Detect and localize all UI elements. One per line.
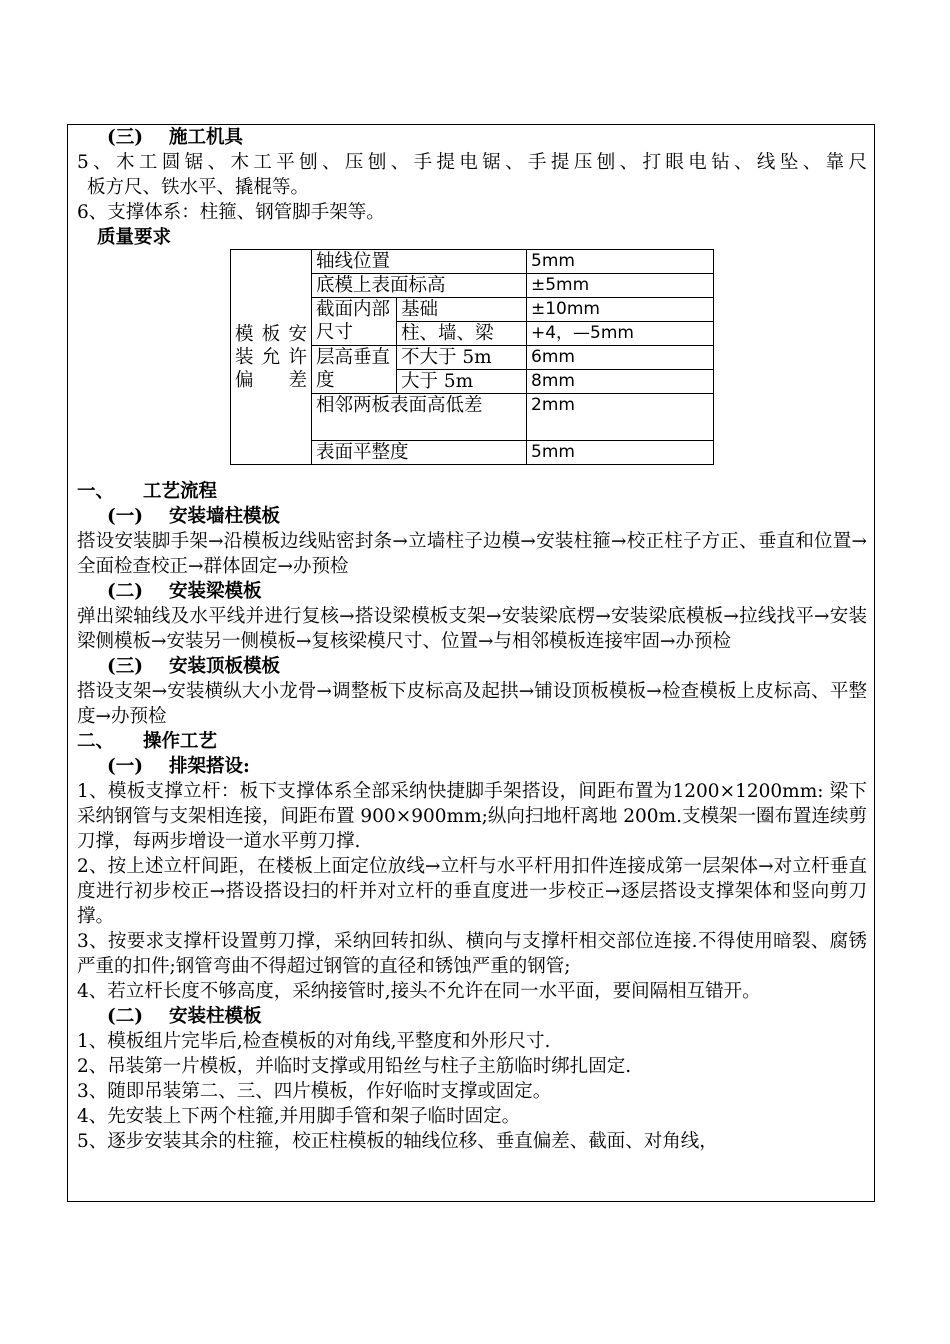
quality-value: 5mm <box>527 441 714 465</box>
process-slab-text: 搭设支架→安装横纵大小龙骨→调整板下皮标高及起拱→铺设顶板模板→检查模板上皮标高、平整度→办预检 <box>77 681 867 727</box>
operation-column-item-5: 5、逐步安装其余的柱箍，校正柱模板的轴线位移、垂直偏差、截面、对角线， <box>77 1131 718 1152</box>
quality-item: 表面平整度 <box>312 441 527 465</box>
process-beam-text: 弹出梁轴线及水平线并进行复核→搭设梁模板支架→安装梁底楞→安装梁底模板→拉线找平→安装梁侧模板→安装另一侧模板→复核梁模尺寸、位置→与相邻模板连接牢固→办预检 <box>77 606 867 652</box>
quality-value: ±10mm <box>527 298 714 322</box>
operation-column-heading: (二) 安装柱模板 <box>107 1006 262 1027</box>
quality-item: 轴线位置 <box>312 250 527 274</box>
quality-value: 8mm <box>527 370 714 394</box>
operation-scaffold-item-2: 2、按上述立杆间距，在楼板上面定位放线→立杆与水平杆用扣件连接成第一层架体→对立杆垂直度进行初步校正→搭设搭设扫的杆并对立杆的垂直度进一步校正→逐层搭设支撑架体和竖向剪刀撑。 <box>77 856 867 927</box>
quality-group: 层高垂直度 <box>312 346 397 394</box>
process-beam-heading: (二) 安装梁模板 <box>107 581 262 602</box>
quality-item: 相邻两板表面高低差 <box>312 394 527 441</box>
quality-item: 底模上表面标高 <box>312 274 527 298</box>
quality-value: 6mm <box>527 346 714 370</box>
quality-value: ±5mm <box>527 274 714 298</box>
operation-scaffold-item-4: 4、若立杆长度不够高度，采纳接管时,接头不允许在同一水平面，要间隔相互错开。 <box>77 981 761 1002</box>
operation-scaffold-item-3: 3、按要求支撑杆设置剪刀撑，采纳回转扣纵、横向与支撑杆相交部位连接.不得使用暗裂、腐锈严重的扣件;钢管弯曲不得超过钢管的直径和锈蚀严重的钢管; <box>77 931 867 977</box>
process-wall-text: 搭设安装脚手架→沿模板边线贴密封条→立墙柱子边模→安装柱箍→校正柱子方正、垂直和位置→全面检查校正→群体固定→办预检 <box>77 531 867 577</box>
operation-scaffold-heading: (一) 排架搭设: <box>107 756 250 777</box>
document-frame <box>67 124 875 1202</box>
tools-item-6: 6、支撑体系：柱箍、钢管脚手架等。 <box>77 202 385 223</box>
quality-value: 5mm <box>527 250 714 274</box>
quality-side-label: 模板安装允许偏差 <box>231 250 312 465</box>
operation-column-item-1: 1、模板组片完毕后,检查模板的对角线,平整度和外形尺寸. <box>77 1031 551 1052</box>
quality-table <box>230 249 714 465</box>
quality-sub-item: 不大于 5m <box>397 346 527 370</box>
process-slab-heading: (三) 安装顶板模板 <box>107 656 281 677</box>
tools-heading: (三) 施工机具 <box>107 127 244 148</box>
process-wall-heading: (一) 安装墙柱模板 <box>107 506 281 527</box>
quality-sub-item: 基础 <box>397 298 527 322</box>
quality-value: 2mm <box>527 394 714 441</box>
operation-column-item-3: 3、随即吊装第二、三、四片模板，作好临时支撑或固定。 <box>77 1081 552 1102</box>
operation-heading: 二、 操作工艺 <box>77 731 218 752</box>
quality-value: +4，—5mm <box>527 322 714 346</box>
quality-sub-item: 大于 5m <box>397 370 527 394</box>
operation-scaffold-item-1: 1、模板支撑立杆：板下支撑体系全部采纳快捷脚手架搭设，间距布置为1200×1200mm: 梁下采纳钢管与支架相连接，间距布置 900×900mm;纵向扫地杆离地 200m.支模架一圈布置连续剪刀撑，每两步增设一道水平剪刀撑. <box>77 781 867 852</box>
quality-heading: 质量要求 <box>97 227 172 248</box>
operation-column-item-4: 4、先安装上下两个柱箍,并用脚手管和架子临时固定。 <box>77 1106 521 1127</box>
tools-item-5-line1: 5、木工圆锯、木工平刨、压刨、手提电锯、手提压刨、打眼电钻、线坠、靠尺 <box>77 152 867 173</box>
quality-group: 截面内部尺寸 <box>312 298 397 346</box>
quality-sub-item: 柱、墙、梁 <box>397 322 527 346</box>
operation-column-item-2: 2、吊装第一片模板，并临时支撑或用铅丝与柱子主筋临时绑扎固定. <box>77 1056 632 1077</box>
process-heading: 一、 工艺流程 <box>77 481 218 502</box>
tools-item-5-line2: 板方尺、铁水平、撬棍等。 <box>87 177 310 198</box>
